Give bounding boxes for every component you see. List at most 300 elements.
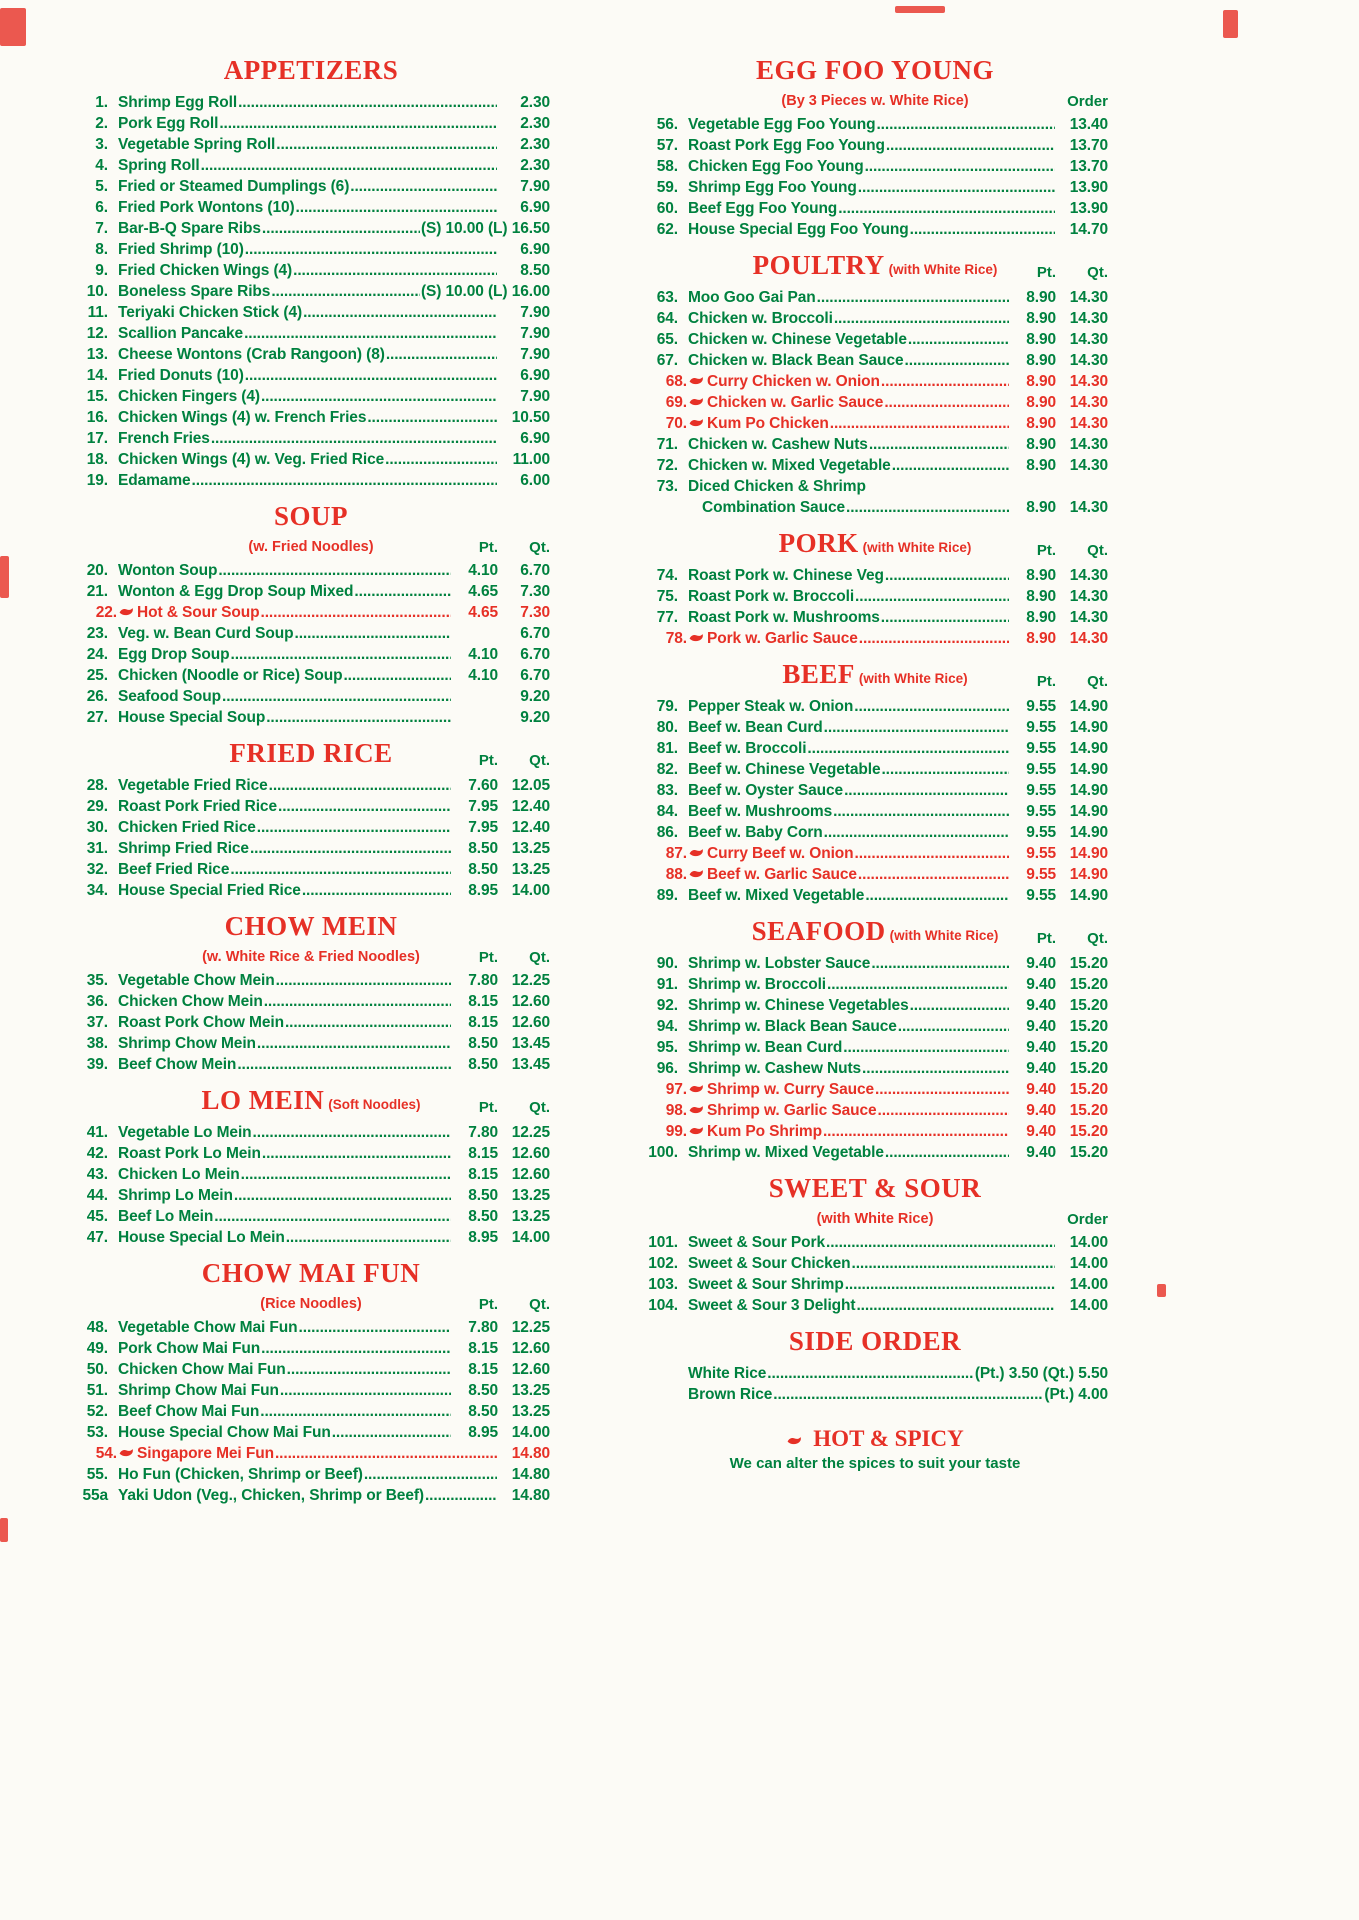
dot-leader bbox=[261, 1338, 451, 1359]
item-name: Shrimp Fried Rice bbox=[118, 840, 249, 857]
menu-item bbox=[72, 796, 550, 817]
item-number: 48. bbox=[86, 1319, 108, 1336]
item-name: Beef Egg Foo Young bbox=[688, 200, 838, 217]
item-name: Yaki Udon (Veg., Chicken, Shrimp or Beef) bbox=[118, 1487, 424, 1504]
hot-spicy-text: We can alter the spices to suit your taste bbox=[729, 1455, 1021, 1472]
item-number: 64. bbox=[656, 310, 678, 327]
item-price-quart: 14.00 bbox=[1069, 1234, 1108, 1251]
item-number: 99. bbox=[665, 1123, 687, 1140]
item-name: Diced Chicken & Shrimp bbox=[688, 478, 866, 495]
menu-item bbox=[72, 407, 550, 428]
dot-leader bbox=[908, 329, 1009, 350]
menu-item bbox=[72, 1443, 550, 1464]
item-price-quart: 2.30 bbox=[520, 94, 550, 111]
item-name: House Special Soup bbox=[118, 709, 266, 726]
item-number: 84. bbox=[656, 803, 678, 820]
price-column-headers bbox=[452, 539, 550, 556]
item-number: 90. bbox=[656, 955, 678, 972]
item-name: Roast Pork Lo Mein bbox=[118, 1145, 261, 1162]
item-price-quart: 14.90 bbox=[1069, 845, 1108, 862]
item-price-quart: 14.30 bbox=[1069, 436, 1108, 453]
section-title-row bbox=[72, 738, 550, 773]
dot-leader bbox=[354, 581, 451, 602]
dot-leader bbox=[262, 218, 420, 239]
section-title: LO MEIN bbox=[201, 1085, 325, 1115]
item-number: 30. bbox=[86, 819, 108, 836]
item-name: Fried or Steamed Dumplings (6) bbox=[118, 178, 350, 195]
dot-leader bbox=[245, 239, 497, 260]
item-price-quart: 13.70 bbox=[1069, 158, 1108, 175]
price-column-headers bbox=[452, 752, 550, 769]
item-name: Shrimp Chow Mai Fun bbox=[118, 1382, 279, 1399]
item-price-quart: 14.70 bbox=[1069, 221, 1108, 238]
item-price-quart: 14.30 bbox=[1069, 289, 1108, 306]
item-name: Beef Chow Mai Fun bbox=[118, 1403, 260, 1420]
item-number: 94. bbox=[656, 1018, 678, 1035]
section-subtitle: (with White Rice) bbox=[816, 1211, 934, 1227]
item-name: Vegetable Egg Foo Young bbox=[688, 116, 876, 133]
item-price-quart: 12.60 bbox=[511, 1340, 550, 1357]
item-name: Roast Pork w. Mushrooms bbox=[688, 609, 880, 626]
item-price-quart: 13.25 bbox=[511, 840, 550, 857]
item-price-pint: 9.40 bbox=[1026, 955, 1056, 972]
menu-item bbox=[72, 686, 550, 707]
item-number: 101. bbox=[648, 1234, 678, 1251]
item-number: 38. bbox=[86, 1035, 108, 1052]
item-price-pint: 9.40 bbox=[1026, 1123, 1056, 1140]
price-column-headers bbox=[1056, 93, 1108, 110]
dot-leader bbox=[332, 1422, 451, 1443]
dot-leader bbox=[192, 470, 497, 491]
item-price-quart: 13.45 bbox=[511, 1035, 550, 1052]
item-price-pint: 8.15 bbox=[468, 1361, 498, 1378]
menu-item bbox=[72, 470, 550, 491]
dot-leader bbox=[219, 113, 497, 134]
item-price-quart: 14.30 bbox=[1069, 499, 1108, 516]
item-name: Bar-B-Q Spare Ribs bbox=[118, 220, 261, 237]
menu-item bbox=[72, 260, 550, 281]
dot-leader bbox=[286, 1227, 451, 1248]
item-price-quart: 2.30 bbox=[520, 115, 550, 132]
section-title-wrap bbox=[753, 250, 998, 285]
item-number: 95. bbox=[656, 1039, 678, 1056]
item-number: 32. bbox=[86, 861, 108, 878]
item-number: 83. bbox=[656, 782, 678, 799]
menu-section-poultry bbox=[642, 247, 1108, 518]
dot-leader bbox=[817, 287, 1009, 308]
column-header-qt: Qt. bbox=[529, 752, 550, 769]
dot-leader bbox=[878, 1100, 1009, 1121]
dot-leader bbox=[367, 407, 497, 428]
item-price-pint: 8.90 bbox=[1026, 331, 1056, 348]
item-price-pint: 9.40 bbox=[1026, 1018, 1056, 1035]
item-name: Teriyaki Chicken Stick (4) bbox=[118, 304, 303, 321]
dot-leader bbox=[280, 1380, 451, 1401]
menu-item bbox=[642, 565, 1108, 586]
item-price-quart: 14.30 bbox=[1069, 457, 1108, 474]
item-price-quart: 7.90 bbox=[520, 304, 550, 321]
dot-leader bbox=[824, 717, 1009, 738]
hot-pepper-icon bbox=[689, 1120, 704, 1141]
item-number: 62. bbox=[656, 221, 678, 238]
item-number: 75. bbox=[656, 588, 678, 605]
item-price-quart: 14.30 bbox=[1069, 331, 1108, 348]
item-price-quart: 14.90 bbox=[1069, 698, 1108, 715]
item-price-pint: 8.50 bbox=[468, 1056, 498, 1073]
section-title-note: (with White Rice) bbox=[858, 671, 968, 686]
item-price-pint: 8.90 bbox=[1026, 394, 1056, 411]
item-price-quart: 6.00 bbox=[520, 472, 550, 489]
hot-pepper-icon bbox=[689, 391, 704, 412]
section-title-wrap bbox=[756, 55, 994, 85]
item-number: 36. bbox=[86, 993, 108, 1010]
menu-item bbox=[642, 135, 1108, 156]
item-price-pint: 4.65 bbox=[468, 604, 498, 621]
dot-leader bbox=[271, 281, 420, 302]
item-name: Sweet & Sour Shrimp bbox=[688, 1276, 844, 1293]
menu-item bbox=[72, 1185, 550, 1206]
menu-item bbox=[72, 1012, 550, 1033]
item-name: Roast Pork w. Broccoli bbox=[688, 588, 855, 605]
menu-item bbox=[72, 775, 550, 796]
dot-leader bbox=[881, 607, 1009, 628]
menu-item bbox=[642, 177, 1108, 198]
item-price-quart: 7.30 bbox=[520, 604, 550, 621]
menu-item bbox=[72, 991, 550, 1012]
item-price-quart: 14.30 bbox=[1069, 310, 1108, 327]
menu-item bbox=[642, 1363, 1108, 1384]
menu-item bbox=[642, 156, 1108, 177]
menu-item bbox=[72, 1206, 550, 1227]
item-price-quart: 13.25 bbox=[511, 1187, 550, 1204]
item-price-quart: 12.60 bbox=[511, 993, 550, 1010]
item-name: Sweet & Sour Pork bbox=[688, 1234, 825, 1251]
menu-item bbox=[642, 392, 1108, 413]
dot-leader bbox=[222, 686, 451, 707]
item-number: 104. bbox=[648, 1297, 678, 1314]
item-name: Vegetable Chow Mein bbox=[118, 972, 275, 989]
item-price-quart: 14.80 bbox=[511, 1487, 550, 1504]
menu-item bbox=[72, 1359, 550, 1380]
item-name: Chicken (Noodle or Rice) Soup bbox=[118, 667, 343, 684]
menu-section-chow_mai_fun bbox=[72, 1255, 550, 1506]
item-price-pint: 8.50 bbox=[468, 1187, 498, 1204]
item-number: 86. bbox=[656, 824, 678, 841]
item-name: Moo Goo Gai Pan bbox=[688, 289, 816, 306]
dot-leader bbox=[276, 970, 451, 991]
column-header-order: Order bbox=[1067, 1211, 1108, 1228]
menu-section-soup bbox=[72, 498, 550, 728]
item-price-quart: 14.90 bbox=[1069, 824, 1108, 841]
menu-item bbox=[642, 413, 1108, 434]
menu-item bbox=[642, 1058, 1108, 1079]
item-number: 54. bbox=[95, 1445, 117, 1462]
item-price-pint: 9.55 bbox=[1026, 740, 1056, 757]
item-number: 6. bbox=[95, 199, 108, 216]
menu-right-column bbox=[642, 52, 1108, 1513]
dot-leader bbox=[211, 428, 497, 449]
menu-item bbox=[72, 197, 550, 218]
menu-item bbox=[72, 880, 550, 901]
item-name: Fried Donuts (10) bbox=[118, 367, 244, 384]
dot-leader bbox=[845, 1274, 1055, 1295]
item-number: 57. bbox=[656, 137, 678, 154]
item-name: Chicken Wings (4) w. French Fries bbox=[118, 409, 367, 426]
item-price-quart: 14.30 bbox=[1069, 609, 1108, 626]
column-header-qt: Qt. bbox=[1087, 264, 1108, 281]
section-subtitle-row bbox=[72, 1295, 550, 1314]
dot-leader bbox=[386, 344, 497, 365]
item-name: Beef w. Garlic Sauce bbox=[707, 866, 857, 883]
item-price-quart: 15.20 bbox=[1069, 1081, 1108, 1098]
hot-spicy-icon bbox=[787, 1425, 802, 1451]
dot-leader bbox=[830, 413, 1009, 434]
item-price-quart: 2.30 bbox=[520, 157, 550, 174]
item-price-pint: 8.90 bbox=[1026, 499, 1056, 516]
item-price-quart: 14.90 bbox=[1069, 887, 1108, 904]
hot-pepper-icon bbox=[689, 1078, 704, 1099]
item-name: Hot & Sour Soup bbox=[137, 604, 260, 621]
item-price-pint: 9.55 bbox=[1026, 803, 1056, 820]
section-title: SOUP bbox=[273, 501, 348, 531]
item-name: Fried Chicken Wings (4) bbox=[118, 262, 293, 279]
item-number: 43. bbox=[86, 1166, 108, 1183]
section-subtitle-row bbox=[642, 92, 1108, 111]
item-name: Chicken Chow Mein bbox=[118, 993, 263, 1010]
item-price-quart: 14.30 bbox=[1069, 415, 1108, 432]
menu-item bbox=[642, 843, 1108, 864]
dot-leader bbox=[257, 817, 451, 838]
item-price-quart: 10.50 bbox=[511, 409, 550, 426]
dot-leader bbox=[910, 219, 1055, 240]
section-title-wrap bbox=[274, 501, 348, 531]
item-price-pint: 8.15 bbox=[468, 1340, 498, 1357]
menu-section-beef bbox=[642, 656, 1108, 906]
price-column-headers bbox=[452, 949, 550, 966]
section-title-note: (with White Rice) bbox=[862, 540, 972, 555]
section-title: SEAFOOD bbox=[751, 916, 886, 946]
menu-item bbox=[642, 1295, 1108, 1316]
item-number: 65. bbox=[656, 331, 678, 348]
item-price-quart: 14.00 bbox=[511, 882, 550, 899]
item-price-pint: 8.50 bbox=[468, 1208, 498, 1225]
dot-leader bbox=[846, 497, 1009, 518]
item-name: Wonton Soup bbox=[118, 562, 218, 579]
item-price-quart: 14.30 bbox=[1069, 630, 1108, 647]
item-name: House Special Lo Mein bbox=[118, 1229, 285, 1246]
dot-leader bbox=[250, 838, 451, 859]
item-number: 55. bbox=[86, 1466, 108, 1483]
item-number: 102. bbox=[648, 1255, 678, 1272]
dot-leader bbox=[892, 455, 1009, 476]
dot-leader bbox=[244, 323, 497, 344]
item-price-quart: (Pt.) 4.00 bbox=[1044, 1386, 1108, 1403]
menu-item bbox=[72, 970, 550, 991]
item-number: 69. bbox=[665, 394, 687, 411]
item-price-quart: 12.60 bbox=[511, 1014, 550, 1031]
item-name: Pork Egg Roll bbox=[118, 115, 219, 132]
item-name: Boneless Spare Ribs bbox=[118, 283, 271, 300]
item-price-pint: 4.10 bbox=[468, 562, 498, 579]
item-number: 103. bbox=[648, 1276, 678, 1293]
menu-item bbox=[642, 1274, 1108, 1295]
item-price-pint: 9.55 bbox=[1026, 845, 1056, 862]
section-title-wrap bbox=[202, 1258, 421, 1288]
menu-item bbox=[72, 218, 550, 239]
item-name: Seafood Soup bbox=[118, 688, 221, 705]
section-title-row bbox=[72, 1258, 550, 1293]
item-number: 9. bbox=[95, 262, 108, 279]
item-name: Chicken w. Cashew Nuts bbox=[688, 436, 868, 453]
item-name: Cheese Wontons (Crab Rangoon) (8) bbox=[118, 346, 385, 363]
menu-item bbox=[72, 1485, 550, 1506]
item-price-quart: 15.20 bbox=[1069, 1018, 1108, 1035]
menu-item bbox=[72, 302, 550, 323]
menu-item bbox=[642, 455, 1108, 476]
section-title-wrap bbox=[752, 916, 999, 951]
item-price-quart: 15.20 bbox=[1069, 997, 1108, 1014]
item-price-quart: 13.25 bbox=[511, 1208, 550, 1225]
section-title-row bbox=[72, 501, 550, 536]
column-header-pt: Pt. bbox=[1036, 673, 1056, 690]
section-subtitle: (Rice Noodles) bbox=[260, 1296, 362, 1312]
item-number: 35. bbox=[86, 972, 108, 989]
item-price-quart: 6.90 bbox=[520, 430, 550, 447]
item-number: 37. bbox=[86, 1014, 108, 1031]
section-title-row bbox=[72, 1085, 550, 1120]
item-name: Vegetable Lo Mein bbox=[118, 1124, 252, 1141]
item-price-quart: 14.30 bbox=[1069, 567, 1108, 584]
item-number: 60. bbox=[656, 200, 678, 217]
item-number: 63. bbox=[656, 289, 678, 306]
dot-leader bbox=[876, 114, 1055, 135]
item-number: 56. bbox=[656, 116, 678, 133]
item-name: Pork Chow Mai Fun bbox=[118, 1340, 261, 1357]
column-header-order: Order bbox=[1067, 93, 1108, 110]
item-price-pint: 8.90 bbox=[1026, 373, 1056, 390]
item-name: Shrimp w. Lobster Sauce bbox=[688, 955, 871, 972]
item-price-quart: 6.90 bbox=[520, 367, 550, 384]
menu-item-continued bbox=[642, 497, 1108, 518]
item-number: 89. bbox=[656, 887, 678, 904]
item-price-quart: 14.30 bbox=[1069, 588, 1108, 605]
section-title: CHOW MAI FUN bbox=[201, 1258, 421, 1288]
item-name: House Special Egg Foo Young bbox=[688, 221, 909, 238]
menu-item bbox=[642, 953, 1108, 974]
item-number: 49. bbox=[86, 1340, 108, 1357]
section-subtitle-row bbox=[72, 538, 550, 557]
menu-item bbox=[642, 1384, 1108, 1405]
menu-item bbox=[72, 623, 550, 644]
item-number: 13. bbox=[86, 346, 108, 363]
item-price-pint: 8.15 bbox=[468, 1145, 498, 1162]
item-number: 88. bbox=[665, 866, 687, 883]
section-subtitle-row bbox=[72, 948, 550, 967]
item-price-pint: 9.40 bbox=[1026, 976, 1056, 993]
item-price-quart: 7.30 bbox=[520, 583, 550, 600]
item-price-pint: 9.55 bbox=[1026, 719, 1056, 736]
item-name: Roast Pork Fried Rice bbox=[118, 798, 277, 815]
section-title-row bbox=[642, 916, 1108, 951]
scan-artifact bbox=[1157, 1284, 1166, 1297]
item-name: Beef w. Oyster Sauce bbox=[688, 782, 844, 799]
price-column-headers bbox=[452, 1296, 550, 1313]
item-name: Vegetable Fried Rice bbox=[118, 777, 268, 794]
item-number: 12. bbox=[86, 325, 108, 342]
menu-item bbox=[642, 476, 1108, 497]
menu-item bbox=[642, 1121, 1108, 1142]
item-price-quart: 14.30 bbox=[1069, 352, 1108, 369]
section-title: SIDE ORDER bbox=[788, 1326, 962, 1356]
item-price-quart: 6.90 bbox=[520, 199, 550, 216]
item-price-pint: 9.40 bbox=[1026, 1081, 1056, 1098]
dot-leader bbox=[241, 1164, 451, 1185]
item-price-quart: 2.30 bbox=[520, 136, 550, 153]
menu-item bbox=[642, 219, 1108, 240]
item-price-quart: 14.00 bbox=[1069, 1276, 1108, 1293]
menu-item bbox=[642, 801, 1108, 822]
section-title-wrap bbox=[779, 528, 972, 563]
item-number: 45. bbox=[86, 1208, 108, 1225]
menu-item bbox=[72, 838, 550, 859]
item-name: Singapore Mei Fun bbox=[137, 1445, 274, 1462]
item-number: 58. bbox=[656, 158, 678, 175]
section-title-row bbox=[642, 1173, 1108, 1208]
item-name: Scallion Pancake bbox=[118, 325, 244, 342]
item-number: 8. bbox=[95, 241, 108, 258]
item-price-pint: 9.40 bbox=[1026, 1039, 1056, 1056]
menu-item bbox=[642, 329, 1108, 350]
dot-leader bbox=[852, 1253, 1055, 1274]
menu-item bbox=[72, 386, 550, 407]
item-number: 67. bbox=[656, 352, 678, 369]
section-title-wrap bbox=[769, 1173, 982, 1203]
dot-leader bbox=[261, 386, 497, 407]
item-number: 73. bbox=[656, 478, 678, 495]
item-name: Chicken w. Garlic Sauce bbox=[707, 394, 884, 411]
item-name: Shrimp Egg Roll bbox=[118, 94, 238, 111]
column-header-pt: Pt. bbox=[478, 1099, 498, 1116]
dot-leader bbox=[838, 198, 1055, 219]
item-price-pint: 9.40 bbox=[1026, 1102, 1056, 1119]
menu-item bbox=[72, 323, 550, 344]
menu-item bbox=[72, 581, 550, 602]
item-number: 17. bbox=[86, 430, 108, 447]
menu-item bbox=[72, 1054, 550, 1075]
item-number: 26. bbox=[86, 688, 108, 705]
dot-leader bbox=[865, 156, 1055, 177]
section-subtitle-row bbox=[642, 1210, 1108, 1229]
item-price-quart: 13.25 bbox=[511, 861, 550, 878]
dot-leader bbox=[898, 1016, 1009, 1037]
item-price-pint: 7.80 bbox=[468, 1124, 498, 1141]
dot-leader bbox=[253, 1122, 451, 1143]
dot-leader bbox=[905, 350, 1009, 371]
item-number: 31. bbox=[86, 840, 108, 857]
item-price-quart: 14.90 bbox=[1069, 803, 1108, 820]
dot-leader bbox=[910, 995, 1009, 1016]
item-price-quart: 15.20 bbox=[1069, 1144, 1108, 1161]
item-name: Roast Pork Chow Mein bbox=[118, 1014, 284, 1031]
item-price-pint: 9.40 bbox=[1026, 997, 1056, 1014]
item-price-pint: 8.90 bbox=[1026, 588, 1056, 605]
item-number: 50. bbox=[86, 1361, 108, 1378]
menu-item bbox=[642, 350, 1108, 371]
menu-section-side_order bbox=[642, 1323, 1108, 1405]
menu-item bbox=[642, 885, 1108, 906]
item-price-pint: 7.95 bbox=[468, 798, 498, 815]
item-number: 41. bbox=[86, 1124, 108, 1141]
